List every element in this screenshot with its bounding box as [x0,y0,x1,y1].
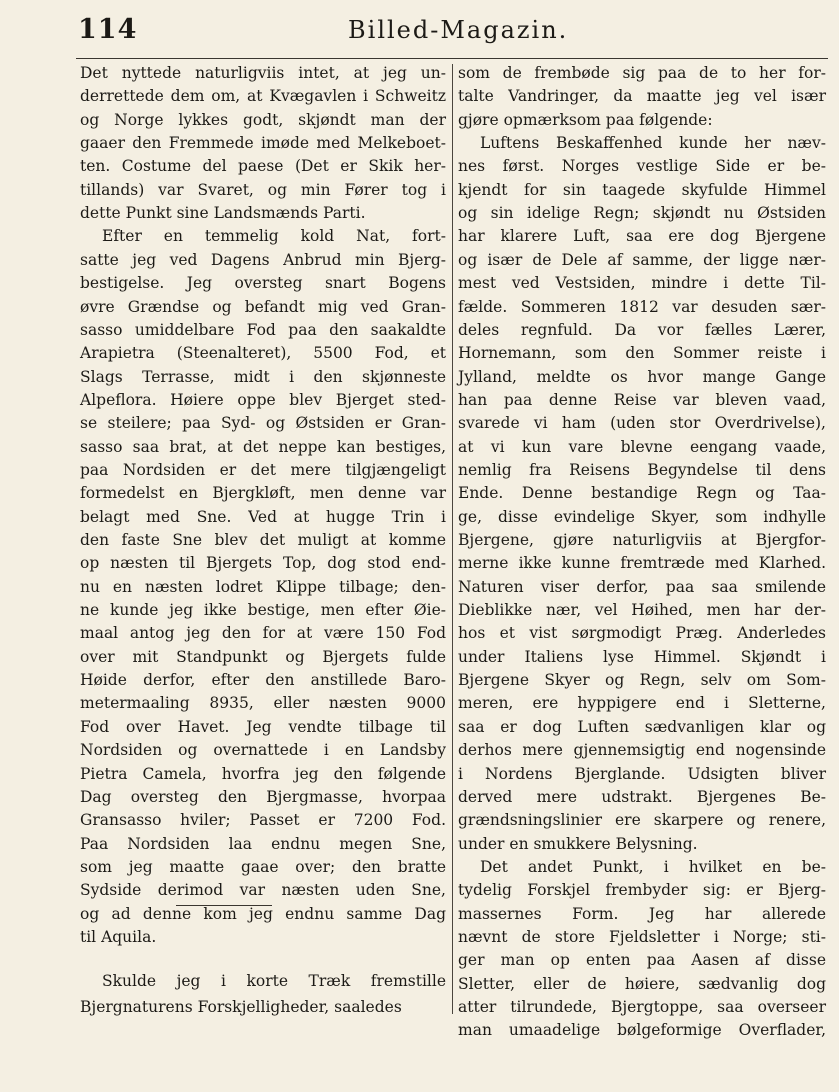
text-line: derved mere udstrakt. Bjergenes Be- [458,787,826,806]
text-line: op næsten til Bjergets Top, dog stod end- [80,554,446,573]
text-line: fælde. Sommeren 1812 var desuden sær- [458,297,826,316]
text-line: gaaer den Fremmede imøde med Melkeboet- [80,134,446,153]
text-line: Dag oversteg den Bjergmasse, hvorpaa [80,787,446,806]
text-line: nemlig fra Reisens Begyndelse til dens [458,460,826,479]
text-line: og Norge lykkes godt, skjøndt man der [80,110,446,129]
text-line: mest ved Vestsiden, mindre i dette Til- [458,274,826,293]
text-line: belagt med Sne. Ved at hugge Trin i [80,507,446,526]
text-line: ne kunde jeg ikke bestige, men efter Øie- [80,601,446,620]
text-line: kjendt for sin taagede skyfulde Himmel [458,180,826,199]
text-line: massernes Form. Jeg har allerede [458,904,826,923]
text-line: nes først. Norges vestlige Side er be- [458,157,826,176]
text-line: dette Punkt sine Landsmænds Parti. [80,204,366,223]
text-line: se steilere; paa Syd- og Østsiden er Gran- [80,414,446,433]
text-line: øvre Grændse og befandt mig ved Gran- [80,297,446,316]
text-line: under en smukkere Belysning. [458,834,698,853]
text-line: Dieblikke nær, vel Høihed, men har der- [458,601,826,620]
text-line: saa er dog Luften sædvanligen klar og [458,717,826,736]
text-line: merne ikke kunne fremtræde med Klarhed. [458,554,826,573]
page-number: 114 [78,14,138,45]
text-line: ten. Costume del paese (Det er Skik her- [80,157,446,176]
text-line: grændsningslinier ere skarpere og renere, [458,811,826,830]
text-line: Nordsiden og overnattede i en Landsby [80,741,446,760]
text-line: og især de Dele af samme, der ligge nær- [458,250,826,269]
text-line: maal antog jeg den for at være 150 Fod [80,624,446,643]
text-line: Høide derfor, efter den anstillede Baro- [80,671,446,690]
text-line: Efter en temmelig kold Nat, fort- [102,227,446,246]
text-line: Bjergene Skyer og Regn, selv om Som- [458,671,826,690]
text-line: til Aquila. [80,927,157,946]
text-line: hos et vist sørgmodigt Præg. Anderledes [458,624,826,643]
running-title: Billed-Magazin. [348,16,569,44]
text-line: svarede vi ham (uden stor Overdrivelse), [458,414,826,433]
text-line: nævnt de store Fjeldsletter i Norge; sti- [458,927,826,946]
text-line: har klarere Luft, saa ere dog Bjergene [458,227,826,246]
text-line: som de frembøde sig paa de to her for- [458,64,826,82]
text-line: Pietra Camela, hvorfra jeg den følgende [80,764,446,783]
text-line: ge, disse evindelige Skyer, som indhylle [458,507,826,526]
text-line: Gransasso hviler; Passet er 7200 Fod. [80,811,446,830]
text-line: Alpeflora. Høiere oppe blev Bjerget sted- [80,390,446,409]
text-line: Jylland, meldte os hvor mange Gange [458,367,826,386]
text-line: som jeg maatte gaae over; den bratte [80,857,446,876]
text-line: satte jeg ved Dagens Anbrud min Bjerg- [80,250,446,269]
text-line: Luftens Beskaffenhed kunde her næv- [480,134,826,153]
text-line: Skulde jeg i korte Træk fremstille [102,972,446,990]
text-line: og sin idelige Regn; skjøndt nu Østsiden [458,204,826,223]
text-line: Bjergnaturens Forskjelligheder, saaledes [80,998,402,1016]
text-line: talte Vandringer, da maatte jeg vel især [458,87,826,106]
header-rule [76,58,828,59]
text-line: Fod over Havet. Jeg vendte tilbage til [80,717,446,736]
text-line: den faste Sne blev det muligt at komme [80,531,446,549]
text-line: sasso umiddelbare Fod paa den saakaldte [80,320,446,339]
text-line: metermaaling 8935, eller næsten 9000 [80,694,446,713]
text-line: tydelig Forskjel frembyder sig: er Bjerg- [458,881,826,900]
text-line: tillands) var Svaret, og min Fører tog i [80,180,446,199]
text-line: Paa Nordsiden laa endnu megen Sne, [80,834,446,853]
text-line: nu en næsten lodret Klippe tilbage; den- [80,577,446,596]
page-header [78,12,828,56]
text-line: Sletter, eller de høiere, sædvanlig dog [458,974,826,993]
text-line: meren, ere hyppigere end i Sletterne, [458,694,826,713]
text-line: paa Nordsiden er det mere tilgjængeligt [80,460,446,479]
text-line: over mit Standpunkt og Bjergets fulde [80,647,446,666]
text-line: han paa denne Reise var bleven vaad, [458,390,826,409]
text-line: derhos mere gjennemsigtig end nogensinde [458,741,826,760]
text-line: og ad denne kom jeg endnu samme Dag [80,904,446,923]
text-line: under Italiens lyse Himmel. Skjøndt i [458,647,826,666]
column-divider [452,64,453,1014]
text-line: sasso saa brat, at det neppe kan bestiges, [80,437,446,456]
text-line: at vi kun vare blevne eengang vaade, [458,437,826,456]
text-line: bestigelse. Jeg oversteg snart Bogens [80,274,446,293]
text-line: Bjergene, gjøre naturligviis at Bjergfor- [458,531,826,549]
text-line: Naturen viser derfor, paa saa smilende [458,577,826,596]
text-line: Slags Terrasse, midt i den skjønneste [80,367,446,386]
text-line: Ende. Denne bestandige Regn og Taa- [458,484,826,503]
section-separator [176,905,272,906]
text-line: ger man op enten paa Aasen af disse [458,951,826,970]
text-line: formedelst en Bjergkløft, men denne var [80,484,446,503]
text-line: atter tilrundede, Bjergtoppe, saa overseer [458,998,826,1016]
text-line: man umaadelige bølgeformige Overflader, [458,1021,826,1040]
text-line: gjøre opmærksom paa følgende: [458,110,713,129]
text-line: deles regnfuld. Da vor fælles Lærer, [458,320,826,339]
text-line: Sydside derimod var næsten uden Sne, [80,881,446,900]
text-line: derrettede dem om, at Kvægavlen i Schweitz [80,87,446,106]
text-line: i Nordens Bjerglande. Udsigten bliver [458,764,826,783]
text-line: Det nyttede naturligviis intet, at jeg un- [80,64,446,82]
text-line: Hornemann, som den Sommer reiste i [458,344,826,363]
text-line: Arapietra (Steenalteret), 5500 Fod, et [80,344,446,363]
text-line: Det andet Punkt, i hvilket en be- [480,857,826,876]
